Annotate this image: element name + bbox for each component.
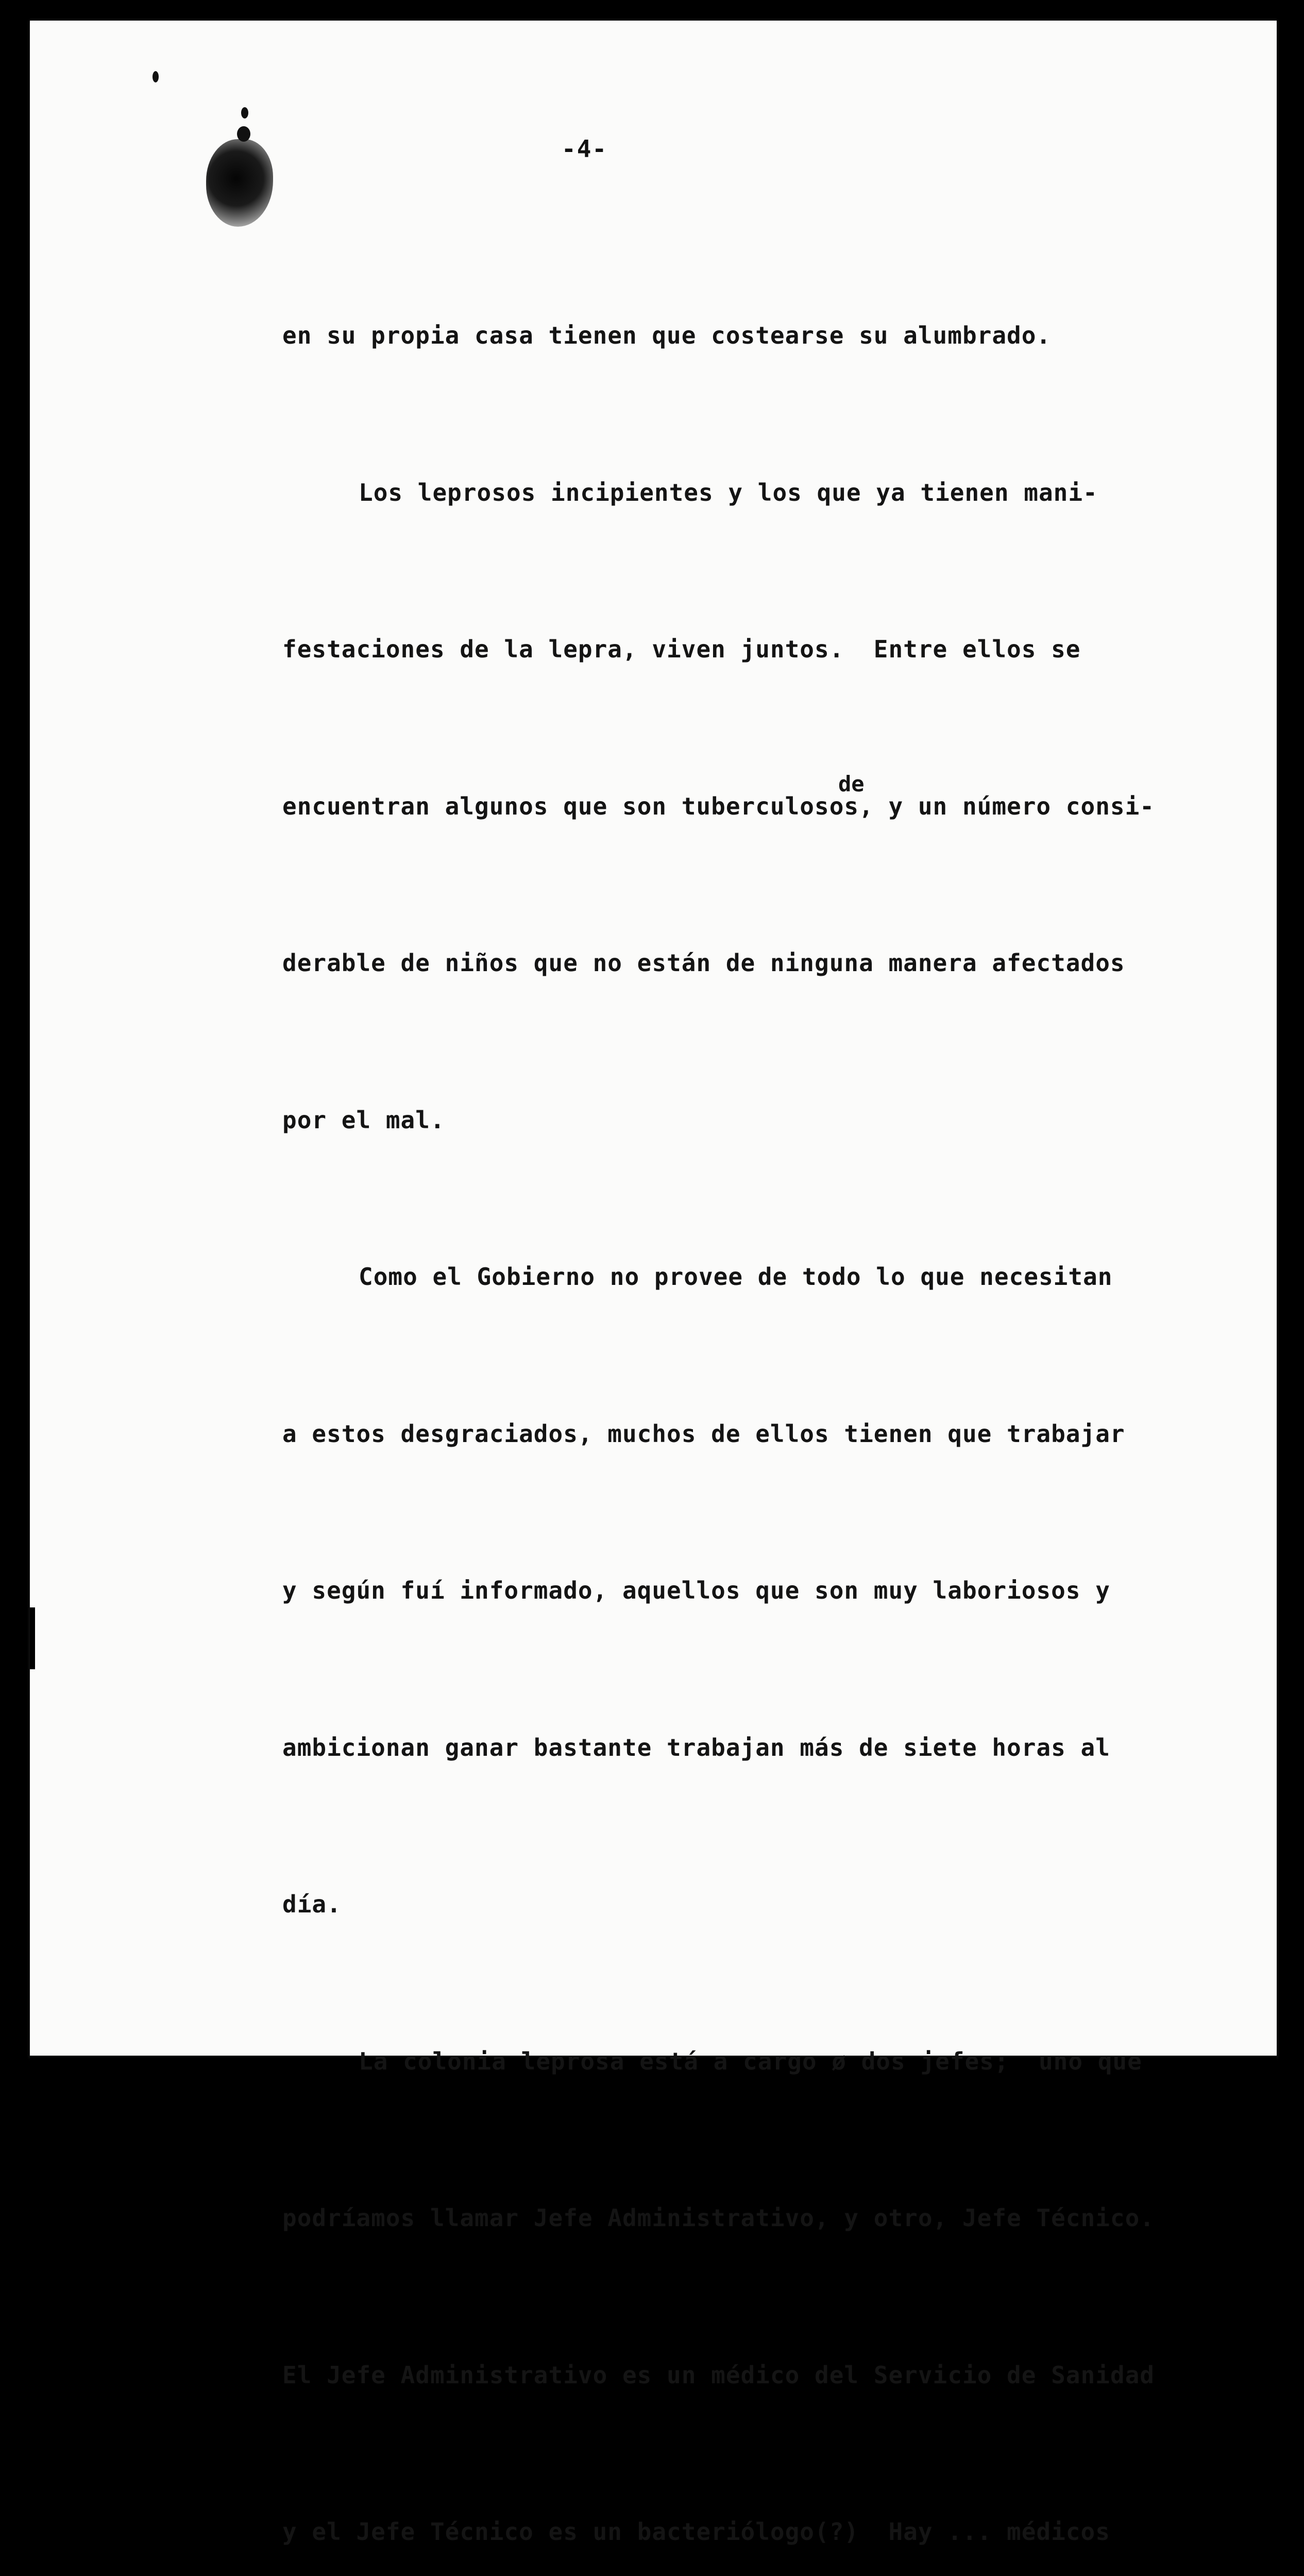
text-line: a estos desgraciados, muchos de ellos tienen que trabajar — [282, 1419, 1125, 1448]
text-line: El Jefe Administrativo es un médico del Servicio de Sanidad — [282, 2361, 1155, 2389]
text-line: en su propia casa tienen que costearse su alumbrado. — [282, 321, 1052, 349]
ink-drop — [237, 126, 250, 142]
document-body — [282, 205, 1199, 2576]
paragraph-start: La colonia leprosa está a cargo ø dos jefes; uno que — [359, 2047, 1142, 2075]
paragraph-start: Los leprosos incipientes y los que ya tienen mani- — [359, 478, 1098, 506]
ink-drop — [153, 71, 159, 82]
text-line: y el Jefe Técnico es un bacteriólogo(?) Hay ... médicos — [282, 2518, 1110, 2546]
text-line: ambicionan ganar bastante trabajan más de siete horas al — [282, 1733, 1110, 1761]
text-line: podríamos llamar Jefe Administrativo, y otro, Jefe Técnico. — [282, 2204, 1155, 2232]
scan-edge-left — [30, 1607, 35, 1669]
text-line: encuentran algunos que son tuberculosos, y un número consi- — [282, 792, 1155, 820]
paragraph-start: Como el Gobierno no provee de todo lo que necesitan — [359, 1263, 1113, 1291]
handwritten-correction: de — [838, 771, 865, 796]
text-line: derable de niños que no están de ninguna manera afectados — [282, 949, 1125, 977]
ink-drop — [241, 107, 248, 118]
text-line: festaciones de la lepra, viven juntos. Entre ellos se — [282, 635, 1081, 663]
text-line: por el mal. — [282, 1106, 445, 1134]
page-number: -4- — [562, 135, 608, 163]
text-line: y según fuí informado, aquellos que son muy laboriosos y — [282, 1577, 1110, 1604]
text-line: día. — [282, 1890, 342, 1918]
